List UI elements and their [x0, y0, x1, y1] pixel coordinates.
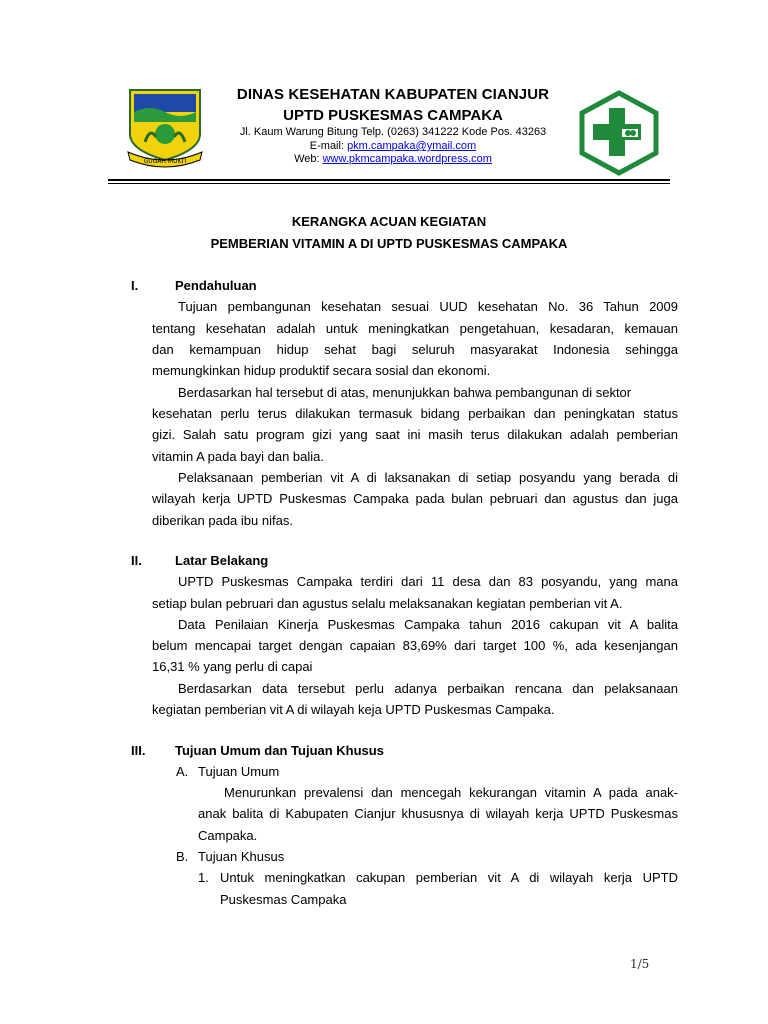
logo-motto: GUGAH MUKTI: [143, 158, 187, 165]
subsection-b-label: B.: [176, 849, 189, 864]
org-name-line2: UPTD PUSKESMAS CAMPAKA: [283, 107, 503, 124]
section-1-line: Tujuan pembangunan kesehatan sesuai UUD kesehatan No. 36 Tahun 2009: [178, 299, 678, 314]
section-2-line: Berdasarkan data tersebut perlu adanya perbaikan rencana dan pelaksanaan: [178, 681, 678, 696]
subsection-a-label: A.: [176, 764, 189, 779]
header-divider-thick: [108, 179, 670, 181]
org-web-row: [210, 153, 576, 165]
section-1-line: dan kemampuan hidup sehat bagi seluruh masyarakat Indonesia sehingga: [152, 342, 678, 357]
section-2-line: Data Penilaian Kinerja Puskesmas Campaka tahun 2016 cakupan vit A balita: [178, 617, 678, 632]
header-divider-thin: [108, 183, 670, 184]
web-link[interactable]: www.pkmcampaka.wordpress.com: [322, 153, 492, 165]
section-2-line: kegiatan pemberian vit A di wilayah keja UPTD Puskesmas Campaka.: [152, 702, 555, 717]
section-2-number: II.: [131, 553, 142, 568]
section-1-line: memungkinkan hidup produktif secara sosial dan ekonomi.: [152, 363, 491, 378]
org-name-line1: DINAS KESEHATAN KABUPATEN CIANJUR: [236, 86, 550, 103]
section-2-line: 16,31 % yang perlu di capai: [152, 659, 313, 674]
email-label: E-mail:: [309, 140, 348, 152]
section-1-line: Berdasarkan hal tersebut di atas, menunjukkan bahwa pembangunan di sektor: [178, 385, 632, 400]
section-2-title: Latar Belakang: [175, 553, 269, 568]
section-1-number: I.: [131, 278, 139, 293]
subsection-a-title: Tujuan Umum: [198, 764, 280, 779]
email-link[interactable]: pkm.campaka@ymail.com: [347, 140, 477, 152]
section-1-line: vitamin A pada bayi dan balia.: [152, 449, 325, 464]
section-2-line: belum mencapai target dengan capaian 83,69% dari target 100 %, ada kesenjangan: [152, 638, 678, 653]
section-1-line: Pelaksanaan pemberian vit A di laksanakan di setiap posyandu yang berada di: [178, 470, 678, 485]
subsection-a-line: Campaka.: [198, 828, 258, 843]
section-1-line: kesehatan perlu terus dilakukan termasuk bidang perbaikan dan peningkatan status: [152, 406, 678, 421]
subsection-b1-line: Untuk meningkatkan cakupan pemberian vit A di wilayah kerja UPTD: [220, 870, 678, 885]
cianjur-regency-logo: [120, 82, 210, 168]
subsection-b1-line: Puskesmas Campaka: [220, 892, 347, 907]
section-2-line: UPTD Puskesmas Campaka terdiri dari 11 desa dan 83 posyandu, yang mana: [178, 574, 678, 589]
subsection-b1-number: 1.: [198, 870, 209, 885]
subsection-a-line: Menurunkan prevalensi dan mencegah kekurangan vitamin A pada anak-: [224, 785, 678, 800]
subsection-b-title: Tujuan Khusus: [198, 849, 285, 864]
section-2-line: setiap bulan pebruari dan agustus selalu melaksanakan kegiatan pemberian vit A.: [152, 596, 623, 611]
org-address: Jl. Kaum Warung Bitung Telp. (0263) 341222 Kode Pos. 43263: [239, 126, 547, 138]
subsection-a-line: anak balita di Kabupaten Cianjur khususnya di wilayah kerja UPTD Puskesmas: [198, 806, 678, 821]
web-label: Web:: [294, 153, 323, 165]
section-3-title: Tujuan Umum dan Tujuan Khusus: [175, 743, 384, 758]
section-1-line: tentang kesehatan adalah untuk meningkatkan pengetahuan, kesadaran, kemauan: [152, 321, 678, 336]
section-1-line: diberikan pada ibu nifas.: [152, 513, 293, 528]
section-1-title: Pendahuluan: [175, 278, 257, 293]
document-subtitle: PEMBERIAN VITAMIN A DI UPTD PUSKESMAS CAMPAKA: [210, 236, 568, 251]
document-title: KERANGKA ACUAN KEGIATAN: [291, 214, 487, 229]
section-1-line: gizi. Salah satu program gizi yang saat ini masih terus dilakukan adalah pemberian: [152, 427, 678, 442]
puskesmas-logo: [576, 90, 662, 176]
section-1-line: wilayah kerja UPTD Puskesmas Campaka pada bulan pebruari dan agustus dan juga: [152, 491, 678, 506]
org-email-row: [210, 140, 576, 152]
page-number: 1/5: [630, 957, 650, 971]
section-3-number: III.: [131, 743, 146, 758]
